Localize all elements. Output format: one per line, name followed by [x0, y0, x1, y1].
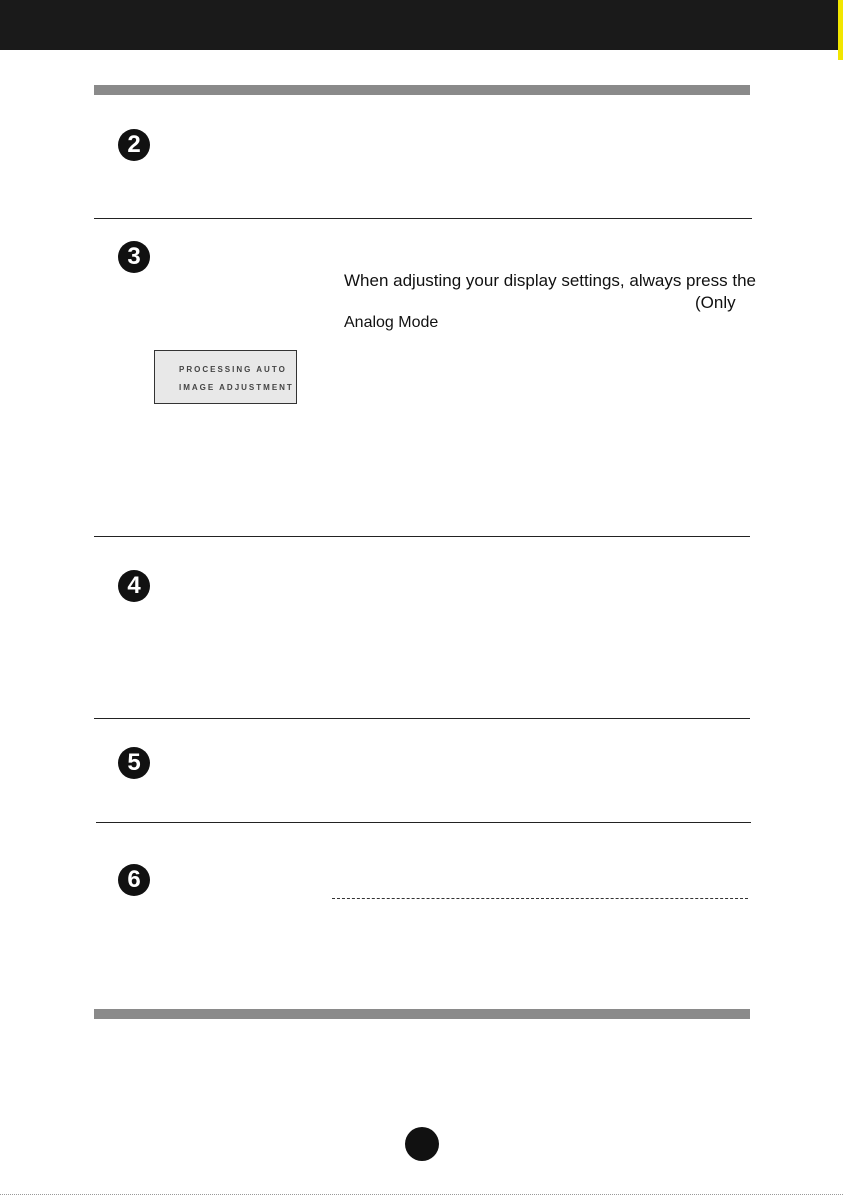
section-divider	[94, 536, 750, 537]
osd-message-line1: PROCESSING AUTO	[179, 365, 287, 374]
dashed-separator	[332, 898, 748, 899]
step-3-text-line2: (Only	[695, 293, 736, 312]
step-5-number: 5	[118, 747, 150, 779]
step-2-number: 2	[118, 129, 150, 161]
step-6-number: 6	[118, 864, 150, 896]
section-divider	[96, 822, 751, 823]
section-divider	[94, 218, 752, 219]
step-4-number: 4	[118, 570, 150, 602]
osd-message-box	[154, 350, 297, 404]
step-3-number: 3	[118, 241, 150, 273]
osd-message-line2: IMAGE ADJUSTMENT	[179, 383, 294, 392]
header-band	[0, 0, 838, 50]
page-number-badge	[405, 1127, 439, 1161]
page-bottom-edge	[0, 1194, 843, 1195]
step-3-text-line1: When adjusting your display settings, always press the	[344, 271, 756, 290]
section-divider	[94, 718, 750, 719]
step-3-text-line3: Analog Mode	[344, 314, 439, 331]
section-top-bar	[94, 85, 750, 95]
section-bottom-bar	[94, 1009, 750, 1019]
page-edge-accent	[838, 0, 843, 60]
